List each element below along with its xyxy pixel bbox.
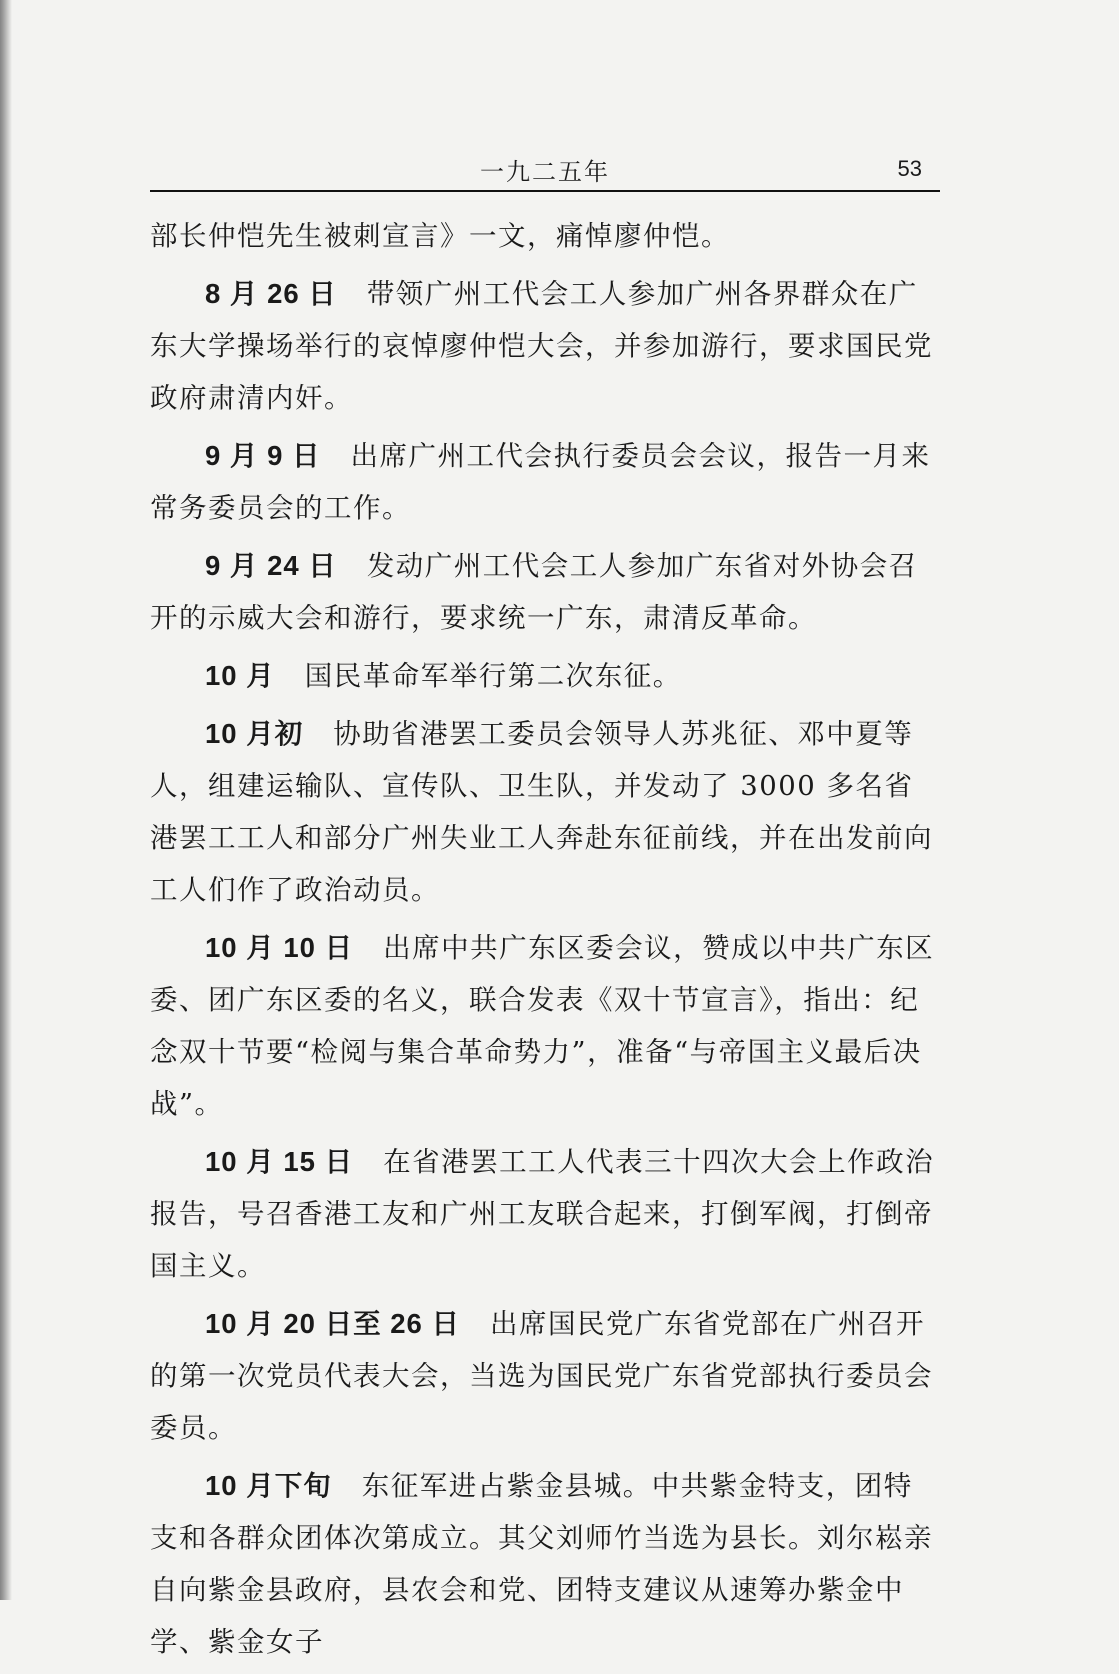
chronology-entry [150,268,940,424]
entry-text: 国民革命军举行第二次东征。 [304,660,682,692]
entry-date: 10 月 [205,660,275,691]
entry-text: 协助省港罢工委员会领导人苏兆征、邓中夏等人，组建运输队、宣传队、卫生队，并发动了 3000 多名省港罢工工人和部分广州失业工人奔赴东征前线，并在出发前向工人们作了政治动员。 [150,718,933,906]
entry-date: 10 月 10 日 [205,932,354,963]
chronology-entry [150,430,940,534]
entry-date: 10 月初 [205,718,304,749]
page-number: 53 [897,156,922,181]
chronology-entry [150,1298,940,1454]
entry-text: 出席广州工代会执行委员会会议，报告一月来常务委员会的工作。 [150,440,931,524]
entry-text: 发动广州工代会工人参加广东省对外协会召开的示威大会和游行，要求统一广东，肃清反革命。 [150,550,918,634]
entry-date: 10 月 15 日 [205,1146,354,1177]
chronology-entry [150,922,940,1130]
chronology-entry [150,1136,940,1292]
header-title: 一九二五年 [480,158,610,186]
entry-date: 9 月 9 日 [205,440,321,471]
page-header [150,150,940,192]
chronology-entry [150,540,940,644]
entry-text: 带领广州工代会工人参加广州各界群众在广东大学操场举行的哀悼廖仲恺大会，并参加游行，要求国民党政府肃清内奸。 [150,278,933,414]
chronology-entry [150,708,940,916]
page-edge-shadow [0,0,14,1600]
entry-date: 8 月 26 日 [205,278,337,309]
chronology-entry [150,1460,940,1668]
entry-date: 9 月 24 日 [205,550,337,581]
page-body [150,210,940,1674]
entry-text: 出席中共广东区委会议，赞成以中共广东区委、团广东区委的名义，联合发表《双十节宣言》，指出：纪念双十节要“检阅与集合革命势力”，准备“与帝国主义最后决战”。 [150,932,935,1120]
entry-date: 10 月 20 日至 26 日 [205,1308,460,1339]
entry-text: 东征军进占紫金县城。中共紫金特支，团特支和各群众团体次第成立。其父刘师竹当选为县长。刘尔崧亲自向紫金县政府，县农会和党、团特支建议从速筹办紫金中学、紫金女子 [150,1470,933,1658]
entry-text: 出席国民党广东省党部在广州召开的第一次党员代表大会，当选为国民党广东省党部执行委员会委员。 [150,1308,933,1444]
entry-date: 10 月下旬 [205,1470,332,1501]
entry-text: 在省港罢工工人代表三十四次大会上作政治报告，号召香港工友和广州工友联合起来，打倒军阀，打倒帝国主义。 [150,1146,935,1282]
continuation-paragraph: 部长仲恺先生被刺宣言》一文，痛悼廖仲恺。 [150,220,730,252]
header-rule [150,190,940,192]
chronology-entry [150,650,940,702]
